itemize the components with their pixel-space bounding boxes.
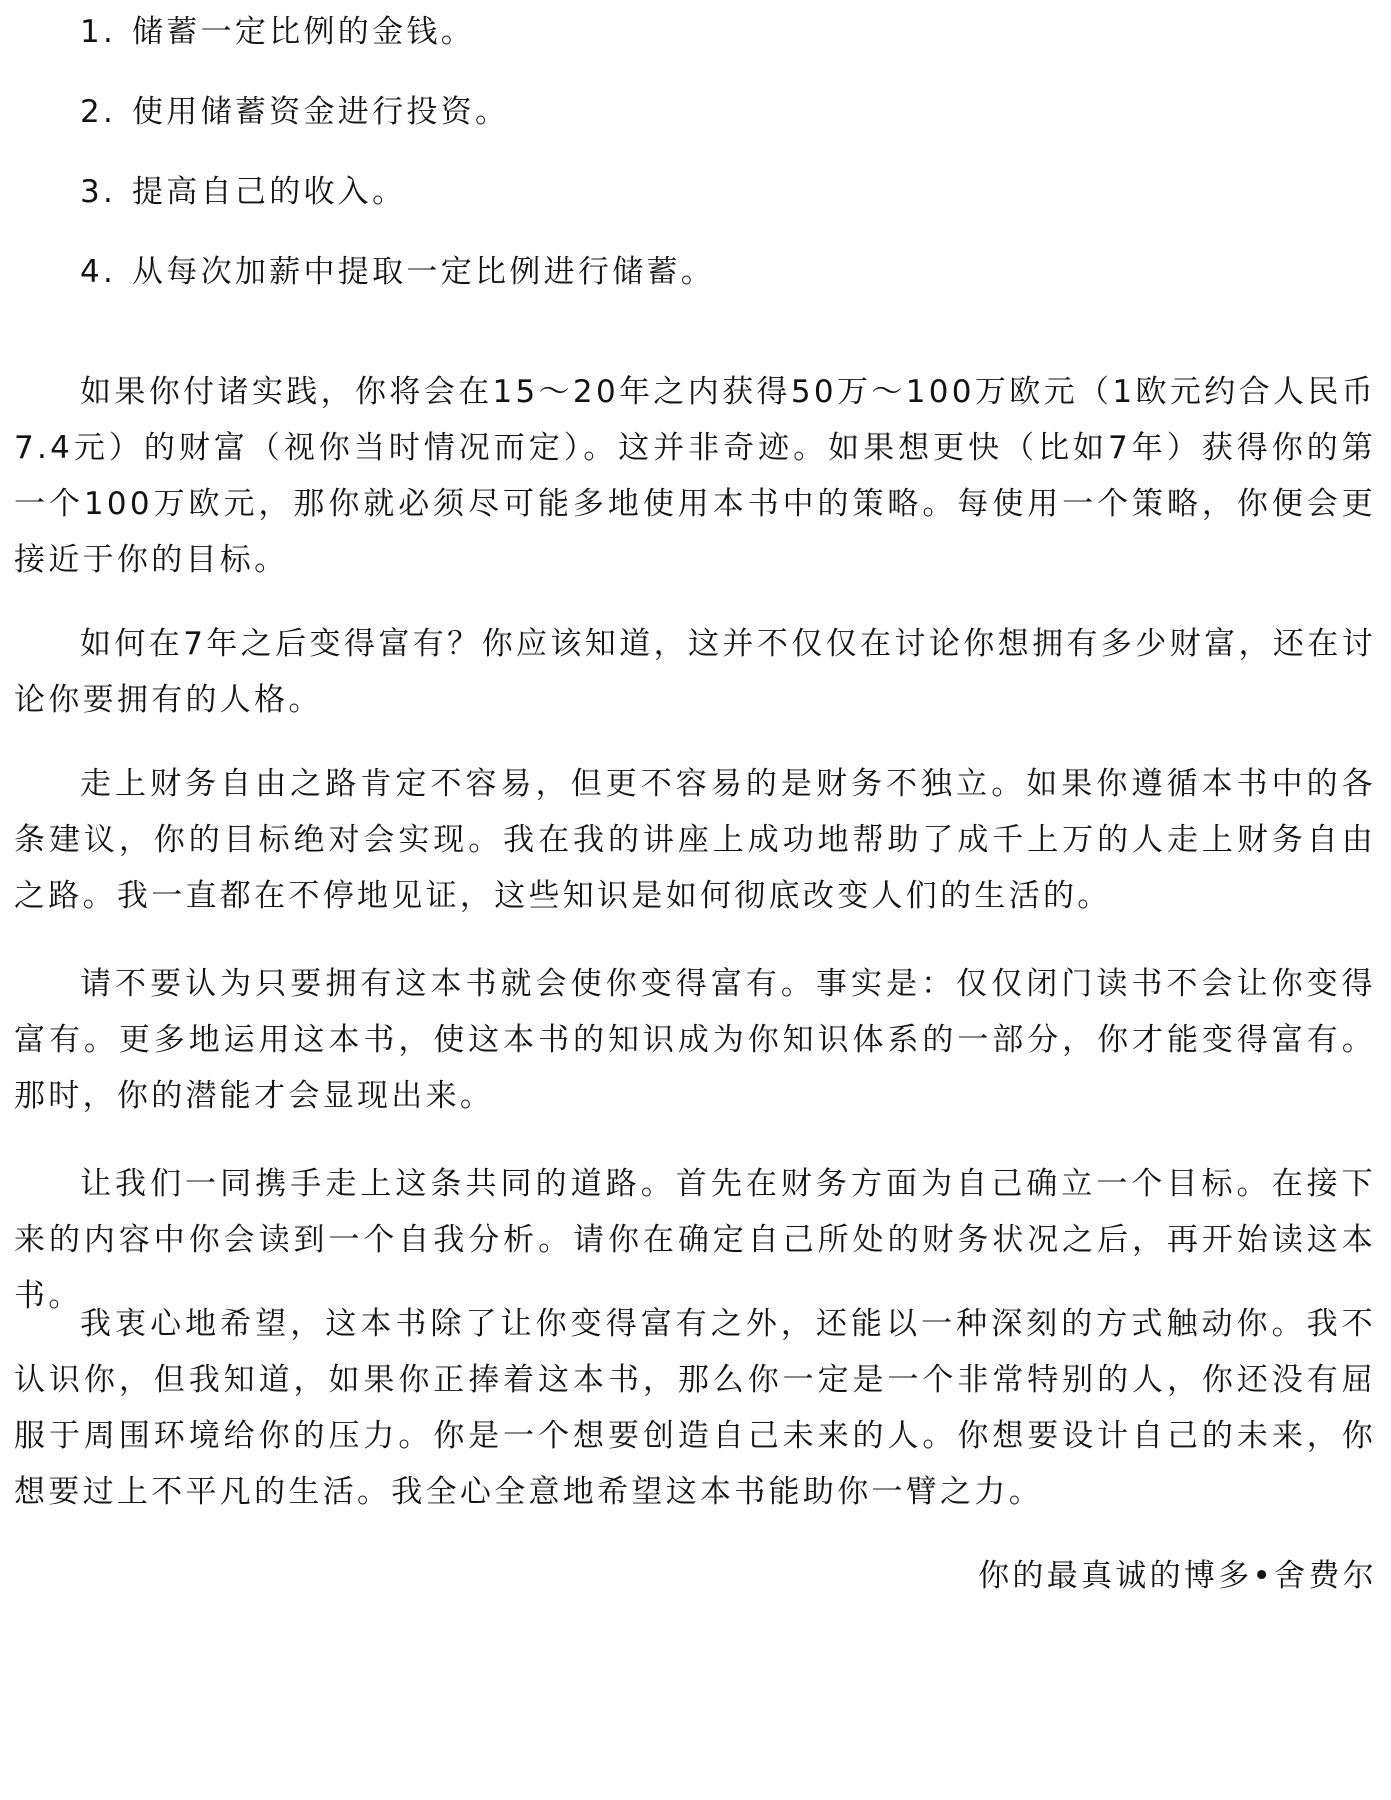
list-item-text: 提高自己的收入。 (132, 174, 407, 210)
body-paragraph: 让我们一同携手走上这条共同的道路。首先在财务方面为自己确立一个目标。在接下来的内容中你会读到一个自我分析。请你在确定自己所处的财务状况之后，再开始读这本书。 (14, 1166, 1376, 1314)
list-item-number: 1. (80, 14, 117, 50)
body-paragraph: 请不要认为只要拥有这本书就会使你变得富有。事实是：仅仅闭门读书不会让你变得富有。更多地运用这本书，使这本书的知识成为你知识体系的一部分，你才能变得富有。那时，你的潜能才会显现出来。 (14, 966, 1376, 1114)
list-item-text: 使用储蓄资金进行投资。 (132, 94, 510, 130)
list-item (80, 92, 509, 132)
list-item (80, 172, 406, 212)
list-item (80, 12, 475, 52)
body-paragraph: 我衷心地希望，这本书除了让你变得富有之外，还能以一种深刻的方式触动你。我不认识你，但我知道，如果你正捧着这本书，那么你一定是一个非常特别的人，你还没有屈服于周围环境给你的压力。你是一个想要创造自己未来的人。你想要设计自己的未来，你想要过上不平凡的生活。我全心全意地希望这本书能助你一臂之力。 (14, 1306, 1376, 1510)
list-item-text: 从每次加薪中提取一定比例进行储蓄。 (132, 254, 716, 290)
author-signature: 你的最真诚的博多•舍费尔 (978, 1558, 1377, 1594)
list-item-text: 储蓄一定比例的金钱。 (132, 14, 475, 50)
body-paragraph: 如果你付诸实践，你将会在15～20年之内获得50万～100万欧元（1欧元约合人民币7.4元）的财富（视你当时情况而定）。这并非奇迹。如果想更快（比如7年）获得你的第一个100万欧元，那你就必须尽可能多地使用本书中的策略。每使用一个策略，你便会更接近于你的目标。 (14, 374, 1376, 578)
list-item (80, 252, 715, 292)
list-item-number: 3. (80, 174, 117, 210)
body-paragraph: 走上财务自由之路肯定不容易，但更不容易的是财务不独立。如果你遵循本书中的各条建议，你的目标绝对会实现。我在我的讲座上成功地帮助了成千上万的人走上财务自由之路。我一直都在不停地见证，这些知识是如何彻底改变人们的生活的。 (14, 766, 1376, 914)
body-paragraph: 如何在7年之后变得富有？你应该知道，这并不仅仅在讨论你想拥有多少财富，还在讨论你要拥有的人格。 (14, 626, 1376, 718)
list-item-number: 4. (80, 254, 117, 290)
list-item-number: 2. (80, 94, 117, 130)
